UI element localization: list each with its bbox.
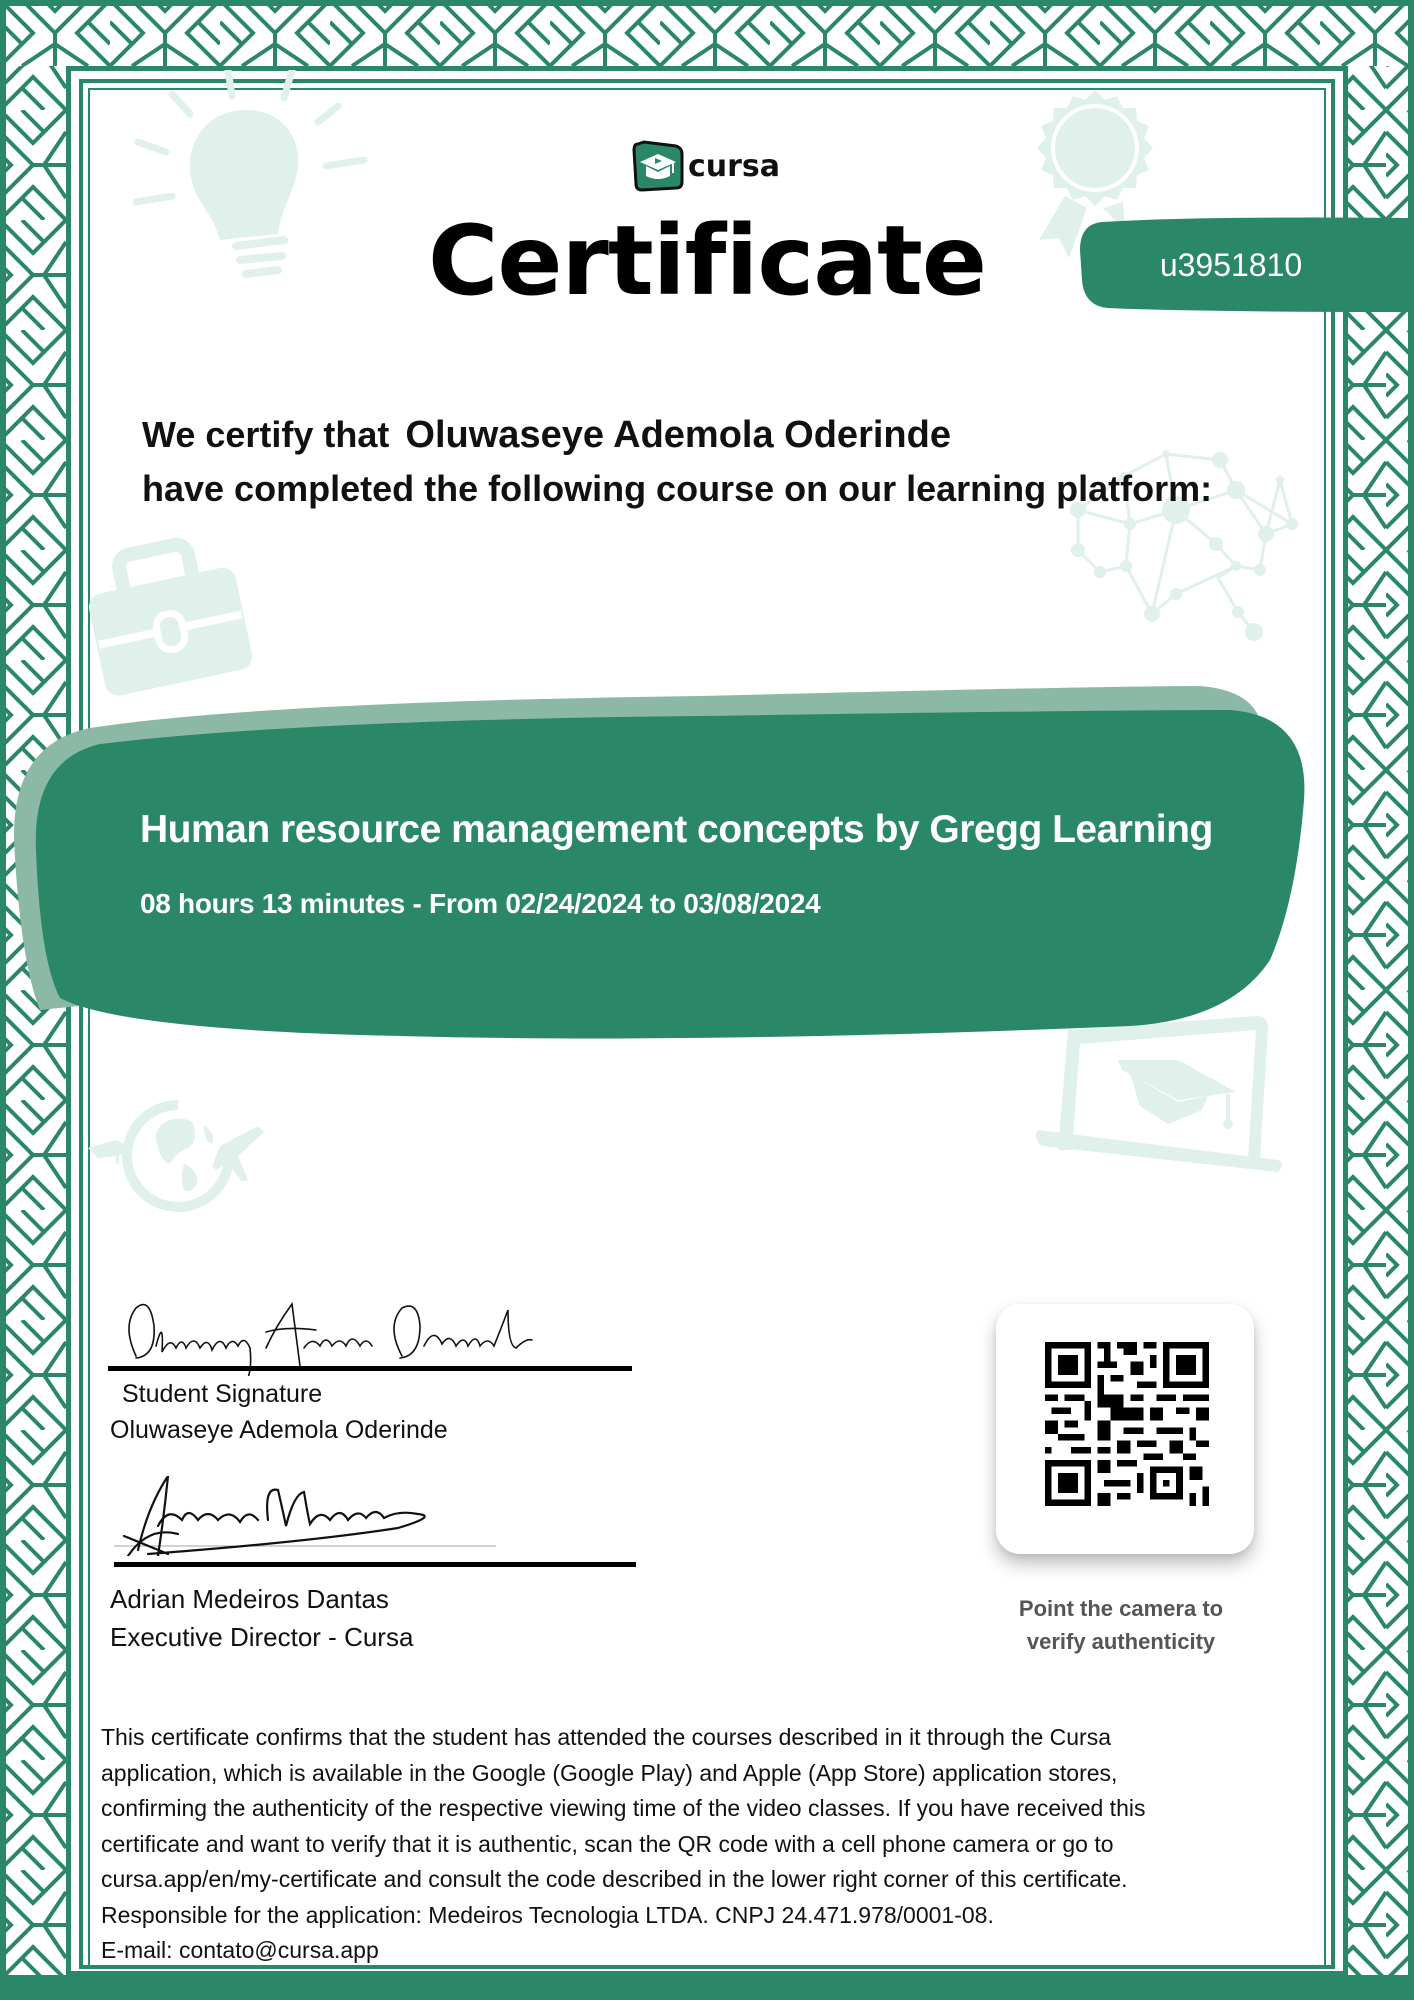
- director-handwritten-signature: [108, 1476, 508, 1556]
- footer-line: E-mail: contato@cursa.app: [101, 1937, 379, 1963]
- footer-line: Responsible for the application: Medeiros Tecnologia LTDA. CNPJ 24.471.978/0001-08.: [101, 1901, 994, 1928]
- footer-line: cursa.app/en/my-certificate and consult the code described in the lower right corner of this certificate.: [101, 1866, 1128, 1892]
- logo-wordmark: cursa: [688, 148, 781, 184]
- cursa-logo: [632, 140, 780, 192]
- bottom-bar: [0, 1990, 1414, 2000]
- certificate-title: Certificate: [427, 205, 987, 317]
- student-signature-line: [108, 1366, 632, 1371]
- graduation-cap-logo-icon: [632, 140, 684, 192]
- footer-line: confirming the authenticity of the respective viewing time of the video classes. If you have received this: [101, 1795, 1146, 1821]
- verification-qr-code[interactable]: [1045, 1342, 1209, 1506]
- certificate-code: u3951810: [1159, 246, 1303, 283]
- footer-line: This certificate confirms that the student has attended the courses described in it through the Cursa: [101, 1724, 1111, 1750]
- footer-line: certificate and want to verify that it is authentic, scan the QR code with a cell phone camera or go to: [101, 1830, 1114, 1857]
- certify-statement: have completed the following course on our learning platform:: [142, 468, 1213, 509]
- qr-caption-line1: Point the camera to: [1018, 1596, 1224, 1621]
- briefcase-icon: [82, 530, 252, 700]
- qr-caption: [976, 1592, 1266, 1658]
- certify-intro: We certify that: [142, 414, 390, 455]
- student-signature-label: Student Signature: [122, 1380, 323, 1408]
- course-details: 08 hours 13 minutes - From 02/24/2024 to 03/08/2024: [140, 888, 821, 919]
- student-handwritten-signature: [116, 1296, 586, 1376]
- qr-caption-line2: verify authenticity: [1026, 1629, 1216, 1654]
- course-banner: [0, 680, 1414, 1060]
- certification-statement: [142, 408, 1212, 516]
- director-name: Adrian Medeiros Dantas: [110, 1584, 389, 1614]
- course-title: Human resource management concepts by Gregg Learning: [140, 808, 1213, 851]
- student-name: Oluwaseye Ademola Oderinde: [405, 414, 951, 456]
- bottom-bar: [0, 1975, 1414, 1983]
- student-printed-name: Oluwaseye Ademola Oderinde: [110, 1416, 448, 1444]
- footer-line: application, which is available in the Google (Google Play) and Apple (App Store) application stores,: [101, 1759, 1118, 1786]
- director-signature-line: [114, 1562, 636, 1567]
- globe-travel-icon: [88, 1090, 268, 1220]
- footer-disclaimer: [101, 1720, 1331, 1969]
- director-title: Executive Director - Cursa: [110, 1622, 414, 1652]
